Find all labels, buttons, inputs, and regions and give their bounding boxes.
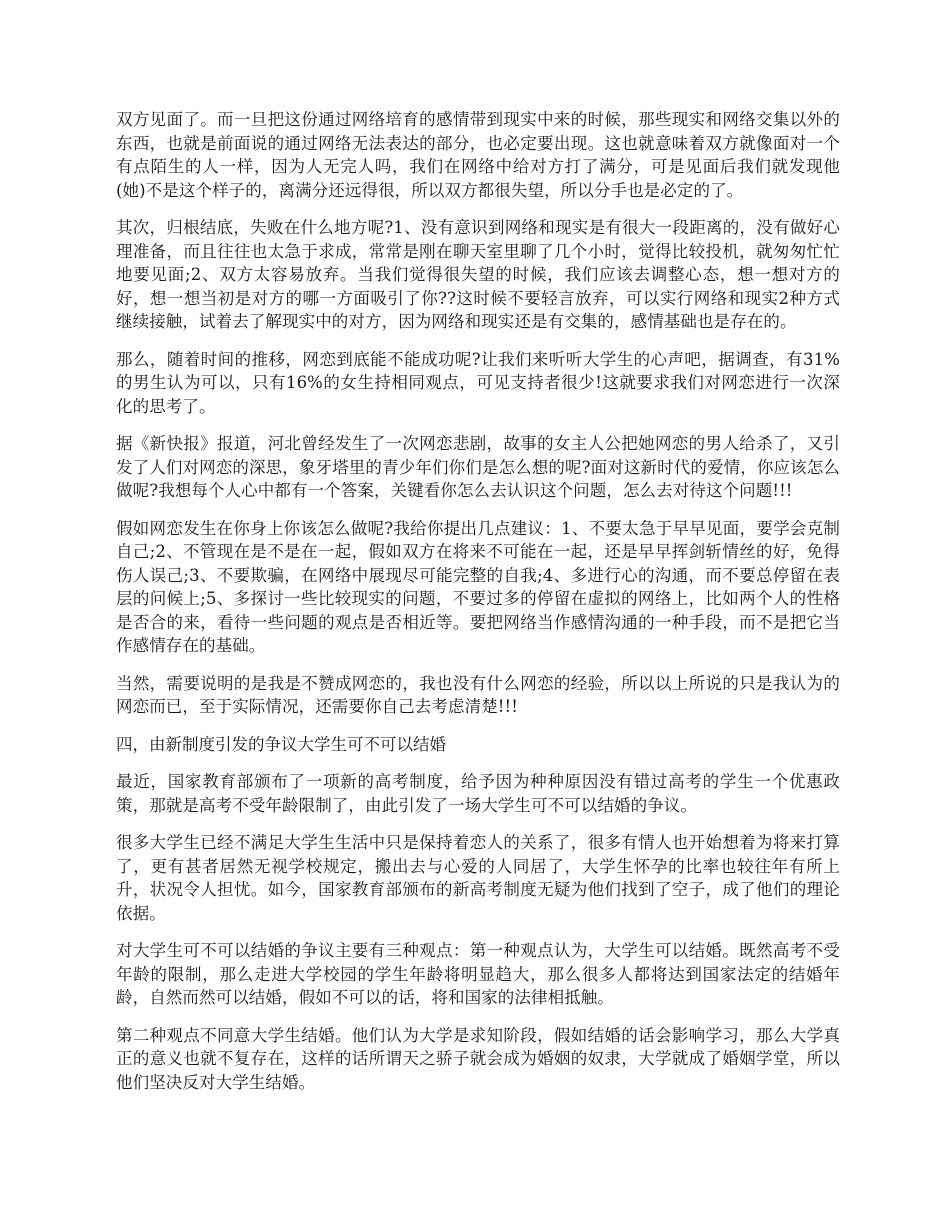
document-body — [116, 108, 840, 1108]
paragraph-5: 假如网恋发生在你身上你该怎么做呢?我给你提出几点建议：1、不要太急于早早见面，要学会克制自己;2、不管现在是不是在一起，假如双方在将来不可能在一起，还是早早挥剑斩情丝的好，免得伤人误己;3、不要欺骗，在网络中展现尽可能完整的自我;4、多进行心的沟通，而不要总停留在表层的问候上;5、多探讨一些比较现实的问题，不要过多的停留在虚拟的网络上，比如两个人的性格是否合的来，看待一些问题的观点是否相近等。要把网络当作感情沟通的一种手段，而不是把它当作感情存在的基础。 — [116, 518, 840, 655]
paragraph-8: 很多大学生已经不满足大学生生活中只是保持着恋人的关系了，很多有情人也开始想着为将来打算了，更有甚者居然无视学校规定，搬出去与心爱的人同居了，大学生怀孕的比率也较往年有所上升，状况令人担忧。如今，国家教育部颁布的新高考制度无疑为他们找到了空子，成了他们的理论依据。 — [116, 833, 840, 923]
paragraph-3: 那么，随着时间的推移，网恋到底能不能成功呢?让我们来听听大学生的心声吧，据调查，有31%的男生认为可以，只有16%的女生持相同观点，可见支持者很少!这就要求我们对网恋进行一次深化的思考了。 — [116, 349, 840, 416]
paragraph-1: 双方见面了。而一旦把这份通过网络培育的感情带到现实中来的时候，那些现实和网络交集以外的东西，也就是前面说的通过网络无法表达的部分，也必定要出现。这也就意味着双方就像面对一个有点陌生的人一样，因为人无完人吗，我们在网络中给对方打了满分，可是见面后我们就发现他(她)不是这个样子的，离满分还远得很，所以双方都很失望，所以分手也是必定的了。 — [116, 110, 840, 200]
paragraph-10: 第二种观点不同意大学生结婚。他们认为大学是求知阶段，假如结婚的话会影响学习，那么大学真正的意义也就不复存在，这样的话所谓天之骄子就会成为婚姻的奴隶，大学就成了婚姻学堂，所以他们坚决反对大学生结婚。 — [116, 1025, 840, 1092]
paragraph-9: 对大学生可不可以结婚的争议主要有三种观点：第一种观点认为，大学生可以结婚。既然高考不受年龄的限制，那么走进大学校园的学生年龄将明显趋大，那么很多人都将达到国家法定的结婚年龄，自然而然可以结婚，假如不可以的话，将和国家的法律相抵触。 — [116, 941, 840, 1007]
paragraph-4: 据《新快报》报道，河北曾经发生了一次网恋悲剧，故事的女主人公把她网恋的男人给杀了，又引发了人们对网恋的深思，象牙塔里的青少年们你们是怎么想的呢?面对这新时代的爱情，你应该怎么做呢?我想每个人心中都有一个答案，关键看你怎么去认识这个问题，怎么去对待这个问题!!! — [116, 434, 840, 500]
paragraph-2: 其次，归根结底，失败在什么地方呢?1、没有意识到网络和现实是有很大一段距离的，没有做好心理准备，而且往往也太急于求成，常常是刚在聊天室里聊了几个小时，觉得比较投机，就匆匆忙忙地要见面;2、双方太容易放弃。当我们觉得很失望的时候，我们应该去调整心态，想一想对方的好，想一想当初是对方的哪一方面吸引了你??这时候不要轻言放弃，可以实行网络和现实2种方式继续接触，试着去了解现实中的对方，因为网络和现实还是有交集的，感情基础也是存在的。 — [116, 218, 840, 331]
paragraph-6: 当然，需要说明的是我是不赞成网恋的，我也没有什么网恋的经验，所以以上所说的只是我认为的网恋而已，至于实际情况，还需要你自己去考虑清楚!!! — [116, 673, 840, 716]
section-heading: 四，由新制度引发的争议大学生可不可以结婚 — [116, 734, 446, 754]
paragraph-7: 最近，国家教育部颁布了一项新的高考制度，给予因为种种原因没有错过高考的学生一个优惠政策，那就是高考不受年龄限制了，由此引发了一场大学生可不可以结婚的争议。 — [116, 772, 840, 815]
